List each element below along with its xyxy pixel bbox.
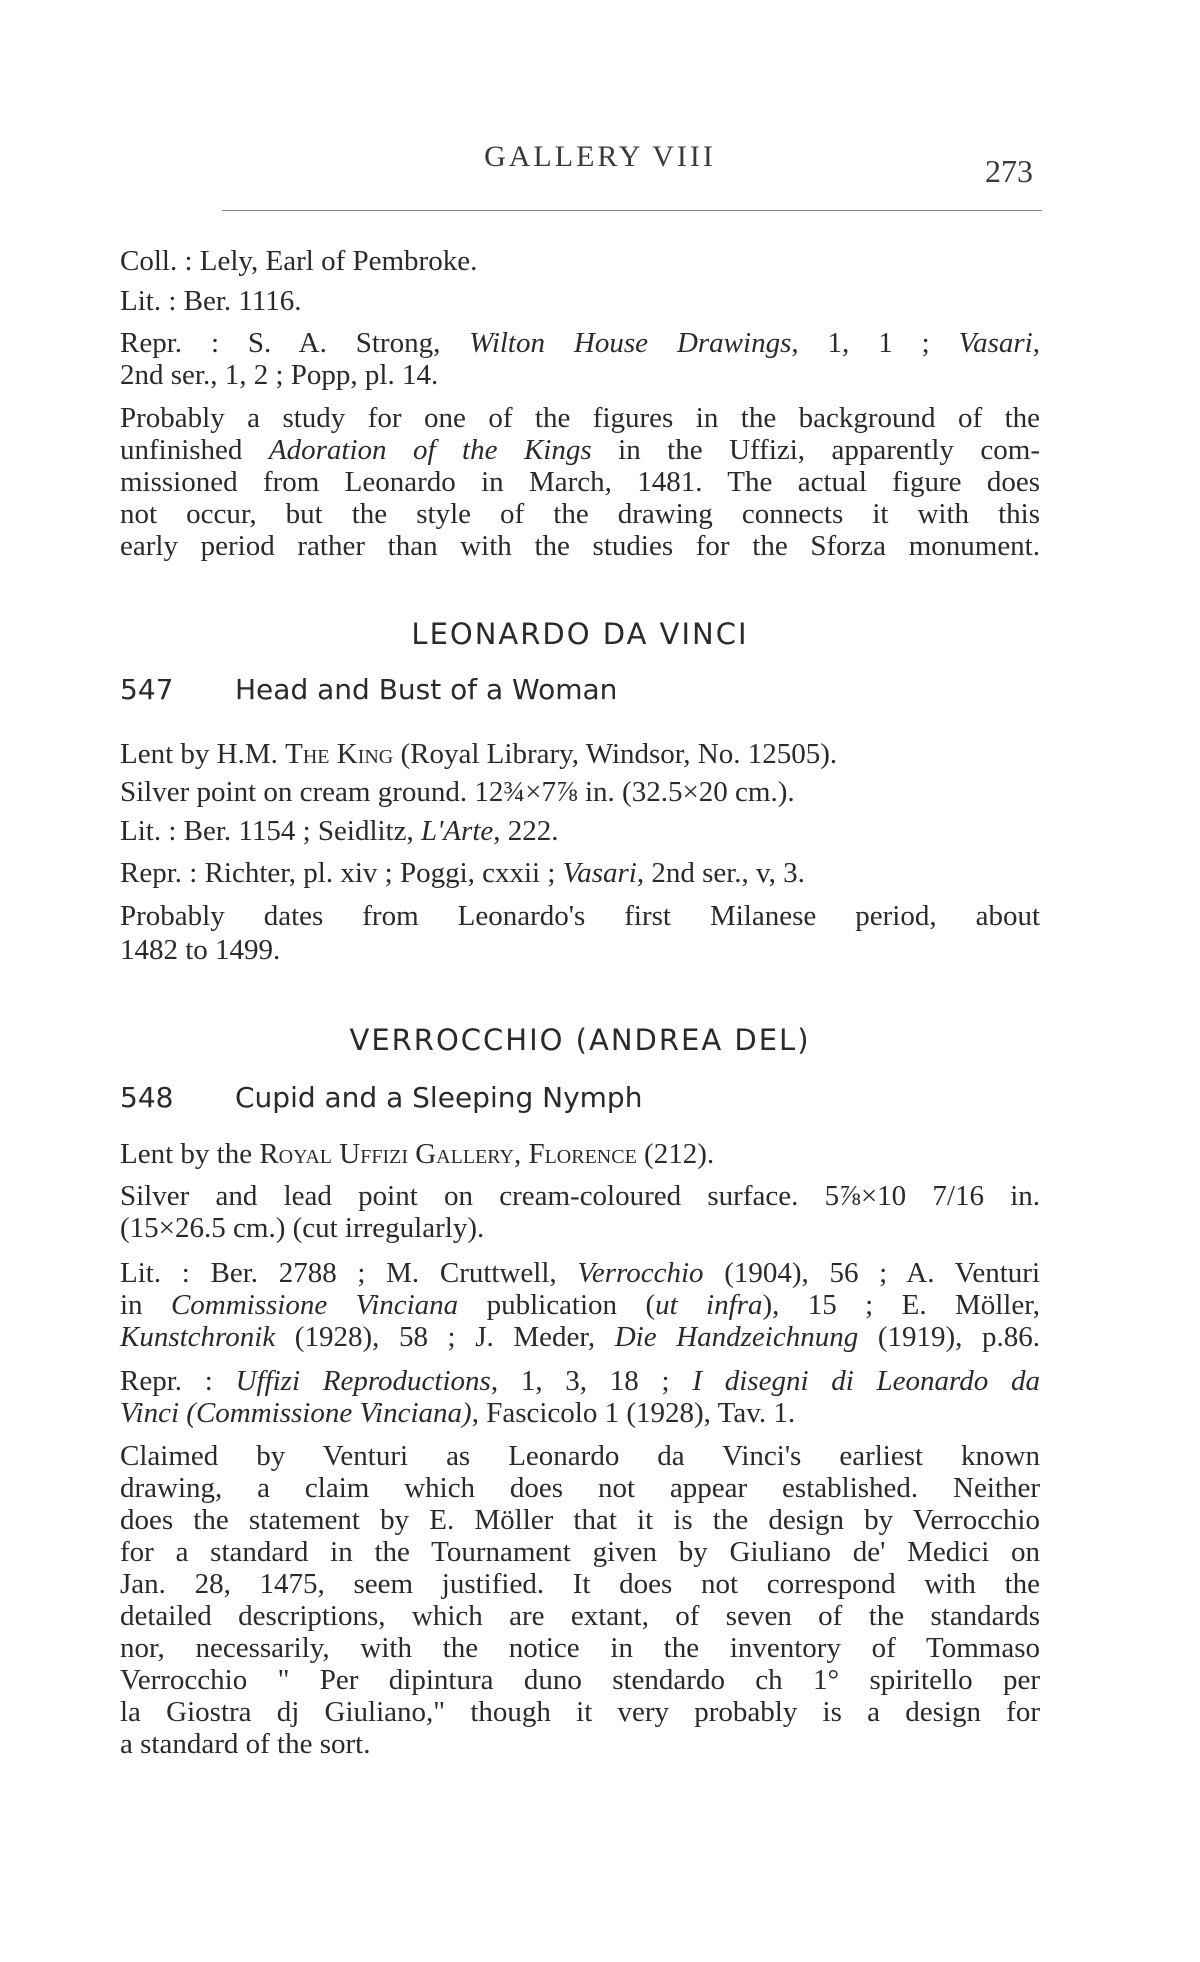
note-title: Adoration of the Kings	[268, 434, 592, 466]
note-line: does the statement by E. Möller that it is the design by Verrocchio	[120, 1504, 1040, 1536]
lit-mid: (1928), 58 ; J. Meder,	[275, 1321, 615, 1353]
lit-suffix: (1919), p.86.	[858, 1321, 1040, 1353]
collection-line: Coll. : Lely, Earl of Pembroke.	[120, 245, 478, 277]
lit-prefix: Lit. : Ber. 1154 ; Seidlitz,	[120, 815, 421, 847]
literature-line	[120, 815, 1040, 847]
repr-title: Uffizi Reproductions	[235, 1365, 491, 1397]
page-number: 273	[985, 153, 1033, 189]
lit-title: Die Handzeichnung	[614, 1321, 859, 1353]
repr-title: I disegni di Leonardo da	[692, 1365, 1040, 1397]
lit-suffix: , 222.	[493, 815, 559, 847]
note-prefix: unfinished	[120, 434, 269, 466]
lit-mid: publication (	[458, 1289, 656, 1321]
medium-line: Silver and lead point on cream-coloured surface. 5⅞×10 7/16 in.	[120, 1180, 1040, 1212]
artist-heading: LEONARDO DA VINCI	[411, 617, 749, 651]
lit-ref: ut infra	[655, 1289, 763, 1321]
repr-suffix: , 2nd ser., v, 3.	[636, 857, 805, 889]
entry-number: 548	[120, 1081, 174, 1114]
note-line: detailed descriptions, which are extant, of seven of the standards	[120, 1600, 1040, 1632]
literature-line: Lit. : Ber. 1116.	[120, 285, 302, 317]
lit-prefix: Lit. : Ber. 2788 ; M. Cruttwell,	[120, 1257, 578, 1289]
lender-line	[120, 738, 1040, 770]
note-line: early period rather than with the studies for the Sforza monument.	[120, 530, 1040, 562]
note-line: Claimed by Venturi as Leonardo da Vinci's earliest known	[120, 1440, 1040, 1472]
note-line: Probably dates from Leonardo's first Milanese period, about	[120, 900, 1040, 932]
reproduction-line	[120, 1365, 1040, 1397]
medium-line-cont: (15×26.5 cm.) (cut irregularly).	[120, 1212, 485, 1244]
note-line: for a standard in the Tournament given by Giuliano de' Medici on	[120, 1536, 1040, 1568]
literature-line	[120, 1321, 1040, 1353]
lit-title: Kunstchronik	[120, 1321, 276, 1353]
repr-title: Vinci (Commissione Vinciana)	[120, 1397, 472, 1429]
lent-prefix: Lent by the	[120, 1138, 260, 1170]
note-line: missioned from Leonardo in March, 1481. The actual figure does	[120, 466, 1040, 498]
lit-suffix: ), 15 ; E. Möller,	[762, 1289, 1040, 1321]
entry-title	[120, 1081, 1040, 1114]
medium-line: Silver point on cream ground. 12¾×7⅞ in. (32.5×20 cm.).	[120, 776, 795, 808]
header-rule	[222, 210, 1042, 211]
note-line	[120, 434, 1040, 466]
note-line: nor, necessarily, with the notice in the inventory of Tommaso	[120, 1632, 1040, 1664]
reproduction-line-cont	[120, 1397, 1040, 1429]
repr-prefix: Repr. : S. A. Strong,	[120, 327, 470, 359]
repr-prefix: Repr. : Richter, pl. xiv ; Poggi, cxxii ;	[120, 857, 563, 889]
repr-prefix: Repr. :	[120, 1365, 236, 1397]
lent-owner: Royal Uffizi Gallery, Florence	[259, 1138, 637, 1170]
note-line: drawing, a claim which does not appear established. Neither	[120, 1472, 1040, 1504]
note-line: Verrocchio " Per dipintura duno stendardo ch 1° spiritello per	[120, 1664, 1040, 1696]
note-line: a standard of the sort.	[120, 1728, 371, 1760]
repr-title: Wilton House Drawings	[469, 327, 792, 359]
lender-line	[120, 1138, 1040, 1170]
note-line: Jan. 28, 1475, seem justified. It does not correspond with the	[120, 1568, 1040, 1600]
repr-journal: Vasari	[958, 327, 1033, 359]
note-line: la Giostra dj Giuliano," though it very probably is a design for	[120, 1696, 1040, 1728]
literature-line	[120, 1257, 1040, 1289]
lit-prefix: in	[120, 1289, 171, 1321]
repr-mid: , 1, 3, 18 ;	[490, 1365, 693, 1397]
entry-name: Head and Bust of a Woman	[235, 673, 618, 706]
running-head: GALLERY VIII	[484, 140, 716, 173]
literature-line	[120, 1289, 1040, 1321]
lit-title: Verrocchio	[577, 1257, 704, 1289]
reproduction-line	[120, 857, 1040, 889]
reproduction-line	[120, 327, 1040, 359]
note-line: not occur, but the style of the drawing connects it with this	[120, 498, 1040, 530]
repr-suffix: , Fascicolo 1 (1928), Tav. 1.	[471, 1397, 796, 1429]
reproduction-line-cont: 2nd ser., 1, 2 ; Popp, pl. 14.	[120, 359, 439, 391]
repr-suffix: ,	[1032, 327, 1040, 359]
lent-owner: The King	[285, 738, 394, 770]
lent-suffix: (212).	[636, 1138, 715, 1170]
entry-title	[120, 673, 1040, 706]
lent-suffix: (Royal Library, Windsor, No. 12505).	[393, 738, 838, 770]
repr-journal: Vasari	[562, 857, 637, 889]
lit-title: Commissione Vinciana	[170, 1289, 459, 1321]
artist-heading: VERROCCHIO (ANDREA DEL)	[349, 1023, 811, 1057]
entry-name: Cupid and a Sleeping Nymph	[235, 1081, 643, 1114]
lit-suffix: (1904), 56 ; A. Venturi	[703, 1257, 1041, 1289]
note-line: 1482 to 1499.	[120, 934, 281, 966]
lent-prefix: Lent by H.M.	[120, 738, 286, 770]
repr-mid: , 1, 1 ;	[791, 327, 959, 359]
note-line: Probably a study for one of the figures in the background of the	[120, 402, 1040, 434]
lit-journal: L'Arte	[421, 815, 494, 847]
entry-number: 547	[120, 673, 174, 706]
note-suffix: in the Uffizi, apparently com-	[591, 434, 1040, 466]
